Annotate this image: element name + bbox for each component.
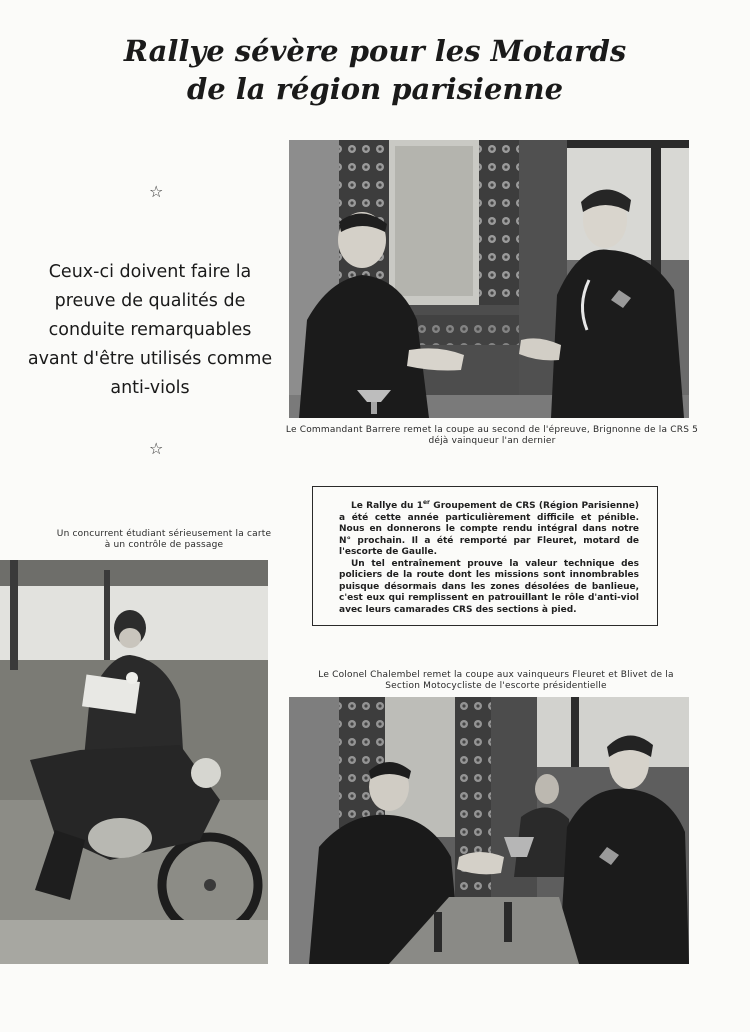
article-paragraph-1: Le Rallye du 1er Groupement de CRS (Région Parisienne) a été cette année particulièrement difficile et pénible. Nous en donnerons le compte rendu intégral dans notre N° prochain. Il a été remporté par Fleuret, motard de l'escorte de Gaulle. xyxy=(339,499,639,557)
caption-left-photo: Un concurrent étudiant sérieusement la carte à un contrôle de passage xyxy=(56,529,272,550)
photo-commandant-barrere xyxy=(289,140,689,418)
title-line-2: de la région parisienne xyxy=(186,72,564,106)
title-line-1: Rallye sévère pour les Motards xyxy=(123,34,627,68)
article-text-box xyxy=(312,486,658,626)
article-subtitle: Ceux-ci doivent faire la preuve de qualités de conduite remarquables avant d'être utilisés comme anti-viols xyxy=(27,262,273,398)
article-paragraph-2: Un tel entraînement prouve la valeur technique des policiers de la route dont les missions sont innombrables puisque désormais dans les zones désolées de banlieue, c'est eux qui remplissent en patrouillant le rôle d'anti-viol avec leurs camarades CRS des sections à pied. xyxy=(339,558,639,615)
star-icon: ☆ xyxy=(149,439,164,458)
article-title xyxy=(0,32,750,108)
caption-top-photo: Le Commandant Barrere remet la coupe au second de l'épreuve, Brignonne de la CRS 5 déjà vainqueur l'an dernier xyxy=(285,425,699,446)
star-icon: ☆ xyxy=(149,182,164,201)
photo-colonel-chalembel xyxy=(289,697,689,964)
photo-motorcyclist-map xyxy=(0,560,268,964)
caption-bottom-photo: Le Colonel Chalembel remet la coupe aux vainqueurs Fleuret et Blivet de la Section Motocycliste de l'escorte présidentielle xyxy=(318,670,674,691)
